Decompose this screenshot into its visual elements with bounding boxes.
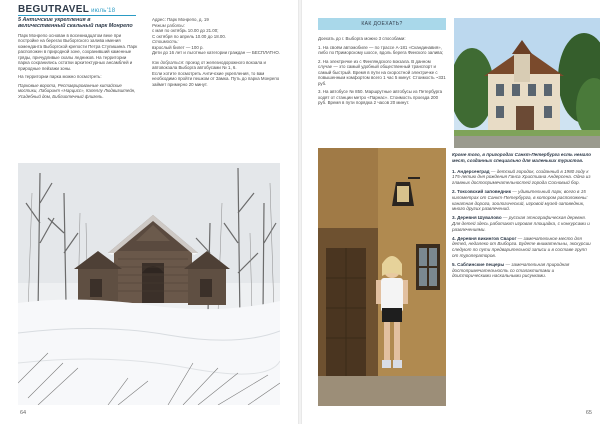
how-intro: Доехать до г. Выборга можно 3 способами: — [318, 36, 406, 41]
kids-item-4-text: — замечательное место для детей, недалеко от Выборга. Будете внимательны, экскурсии следуют по пути предварительной записи и в составе групп от туроператоров. — [452, 235, 591, 258]
price-label: Стоимость: — [152, 39, 179, 44]
kids-item-3-title: 3. Деревня Шувалово — [452, 215, 502, 221]
mode-line-2: С октября по апрель 10.00 до 18.00. — [152, 33, 226, 39]
kids-item-2 — [452, 189, 592, 212]
how-by-bus: 3. На автобусе № 850. Маршрутные автобусы из Петербурга ходят от станции метро «Парнас». Стоимость проезда 200 руб. Время в пути порядка 2 часов 20 минут. — [318, 89, 443, 105]
left-page — [0, 0, 298, 424]
kids-item-4-title: 4. Деревня викингов Сварог — [452, 235, 517, 241]
left-column-1 — [18, 17, 138, 102]
kids-item-5-text: — замечательная природная достопримечательность со сталактитами и доисторическими наскальными рисунками. — [452, 261, 570, 279]
price-line-2: Дети до 16 лет и льготные категории граждан — БЕСПЛАТНО. — [152, 50, 281, 55]
page-number-left: 64 — [20, 410, 27, 416]
kids-item-4 — [452, 236, 592, 259]
kids-item-3 — [452, 215, 592, 232]
kids-intro: Кроме того, в пригородах Санкт-Петербурга есть немало мест, созданных специально для маленьких туристов. — [452, 152, 592, 163]
kids-item-1-text: — детский городок, созданный в 1980 году к 175-летию дня рождения Ганса Христиана Андерсена. Одна из главных достопримечательностей города Сосновый бор. — [452, 168, 591, 186]
how-to-get-column — [318, 36, 446, 109]
kids-item-1 — [452, 169, 592, 186]
kids-item-2-text: — удивительный парк, всего в 15 километрах от Санкт-Петербурга, в котором расположены: канатная дорога, зоологический, игровой музей-заповедник, много других развлечений. — [452, 188, 588, 212]
paragraph-list-intro: На территории парка можно посмотреть: — [18, 74, 102, 80]
fortress-building-photo — [454, 18, 600, 148]
kids-item-5-title: 5. Саблинские пещеры — [452, 261, 505, 267]
winter-park-photo — [18, 163, 280, 405]
how-to-get-banner: КАК ДОЕХАТЬ? — [318, 18, 446, 30]
article-heading: 5 Античские укрепления в величественный скальный парк Монрепо — [18, 17, 133, 30]
paragraph-attractions: Парковые ворота, Реставрированные китайские мостики, Лабиринт «Нарцисс», Капеллу Людвигштейн, Усадебный дом, Библиотечный флигель. — [18, 82, 136, 99]
left-column-2 — [152, 17, 284, 90]
how-by-train: 2. На электричке из с Финляндского вокзала. В данном случае — это самый удобный общественный транспорт и самый быстрый. Время в пути на скоростной электричке с повышенным комфортом всего 1 час 5 минут. Стоимость ~331 руб. — [318, 58, 446, 86]
kids-item-1-title: 1. Андерсенград — [452, 168, 490, 174]
brand-name: BEGUTRAVEL — [18, 4, 90, 15]
courtyard-illustration — [318, 148, 446, 406]
girl-in-courtyard-photo — [318, 148, 446, 406]
mode-line-1: с мая по октябрь 10.00 до 21.00; — [152, 28, 219, 33]
paragraph-intro: Парк Монрепо основан в восемнадцатом веке при постройке на берегах Выборгского залива имения коменданта Выборгской крепости Петра Ступишина. Парк расположен в природной зоне, сохранивший каменные гряды, причудливые скалы ледников. На территории парка сохранились остатки архитектурных ансамблей и природные пейзажи зоны. — [18, 32, 138, 71]
mode-label: Режим работы: — [152, 22, 185, 28]
address: Адрес: Парк Монрепо, д. 19 — [152, 17, 209, 22]
page-number-right: 65 — [585, 410, 592, 416]
brand-underline — [18, 15, 136, 16]
price-line-1: взрослый билет — 100 р. — [152, 44, 204, 50]
right-page — [302, 0, 600, 424]
route-text-2: Если хотите посмотреть Античские укрепления, то вам необходимо пройти пешком от Замка. Путь до парка Монрепо займет примерно 20 минут. — [152, 70, 280, 87]
kids-item-5 — [452, 262, 592, 279]
magazine-brand — [18, 4, 115, 15]
route-text: проезд от железнодорожного вокзала и автовокзала Выборга автобусами № 1, 6. — [152, 59, 266, 70]
fortress-building-illustration — [454, 18, 600, 148]
route-label: Как добраться: — [152, 59, 185, 65]
how-by-car: 1. На своём автомобиле — по трассе А-181 «Скандинавия», либо по Приморскому шоссе, вдоль берега Финского залива; — [318, 44, 444, 55]
kids-places-column — [452, 152, 592, 282]
kids-item-3-text: — русская этнографическая деревня. Для детей здесь работают игровая площадка, с конкурсами и развлечениями. — [452, 215, 590, 232]
brand-issue: июль'18 — [91, 8, 116, 14]
kids-item-2-title: 2. Токсовский заповедник — [452, 188, 512, 194]
winter-park-illustration — [18, 163, 280, 405]
